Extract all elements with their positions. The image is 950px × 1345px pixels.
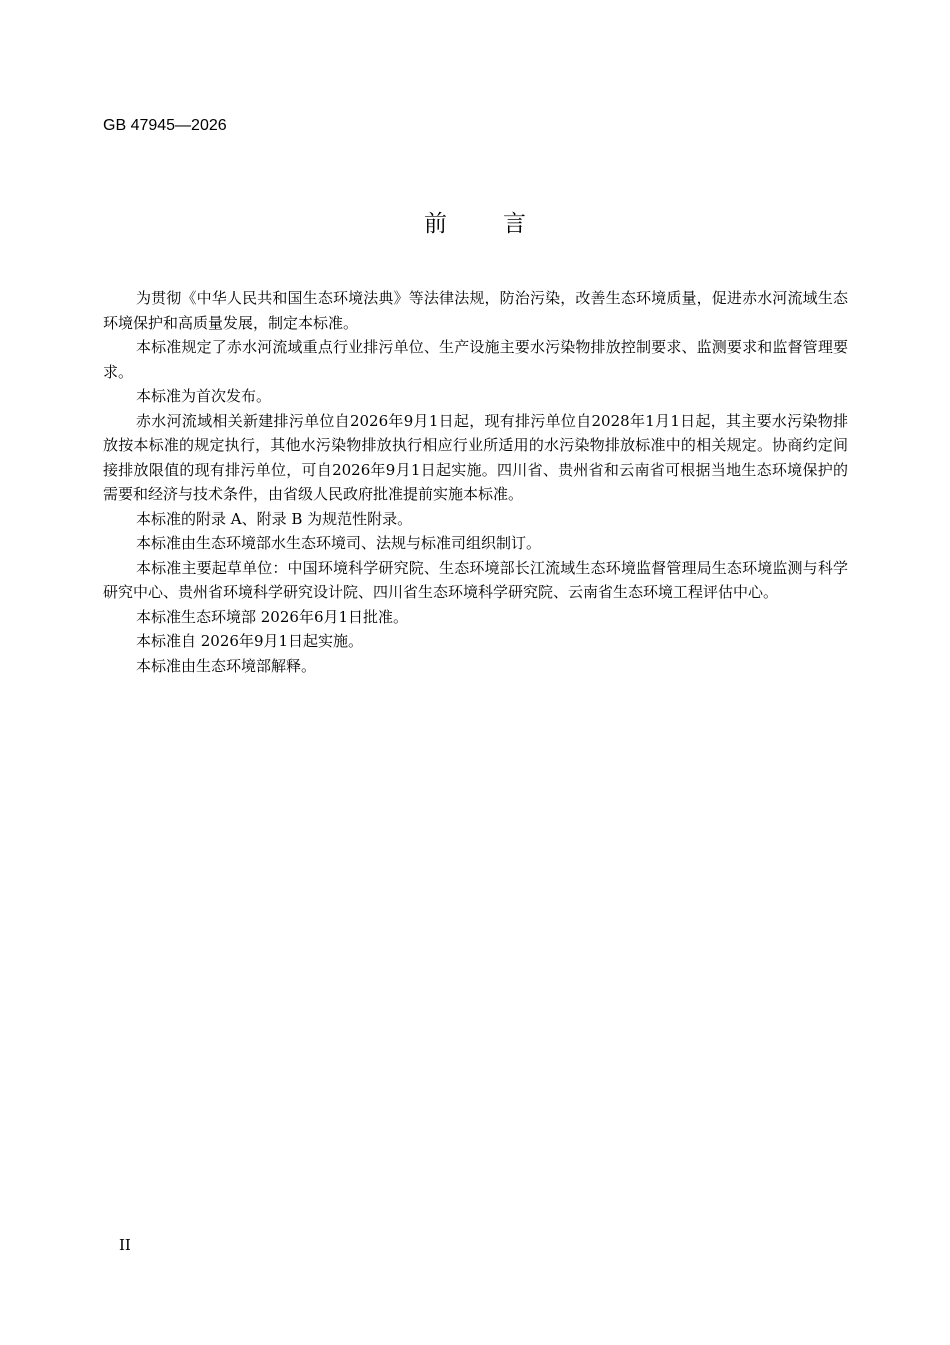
paragraph-implementation: 赤水河流域相关新建排污单位自2026年9月1日起，现有排污单位自2028年1月1日起，其主要水污染物排放按本标准的规定执行，其他水污染物排放执行相应行业所适用的水污染物排放标准中的相关规定。协商约定间接排放限值的现有排污单位，可自2026年9月1日起实施。四川省、贵州省和云南省可根据当地生态环境保护的需要和经济与技术条件，由省级人民政府批准提前实施本标准。 bbox=[103, 411, 848, 503]
paragraph-approval: 本标准生态环境部 2026年6月1日批准。 bbox=[136, 607, 409, 626]
paragraph-effective-date: 本标准自 2026年9月1日起实施。 bbox=[136, 632, 364, 650]
paragraph-organizer: 本标准由生态环境部水生态环境司、法规与标准司组织制订。 bbox=[136, 534, 542, 552]
page-number: II bbox=[119, 1236, 131, 1254]
standard-code: GB 47945—2026 bbox=[103, 117, 227, 134]
paragraph-scope: 本标准规定了赤水河流域重点行业排污单位、生产设施主要水污染物排放控制要求、监测要求和监督管理要求。 bbox=[103, 338, 848, 381]
paragraph-purpose: 为贯彻《中华人民共和国生态环境法典》等法律法规，防治污染，改善生态环境质量，促进赤水河流域生态环境保护和高质量发展，制定本标准。 bbox=[103, 289, 848, 332]
paragraph-first-release: 本标准为首次发布。 bbox=[136, 387, 272, 405]
paragraph-interpretation: 本标准由生态环境部解释。 bbox=[136, 656, 317, 675]
foreword-body bbox=[103, 286, 848, 678]
paragraph-appendix: 本标准的附录 A、附录 B 为规范性附录。 bbox=[136, 509, 413, 528]
page-title: 前言 bbox=[424, 211, 582, 237]
paragraph-drafters: 本标准主要起草单位：中国环境科学研究院、生态环境部长江流域生态环境监督管理局生态环境监测与科学研究中心、贵州省环境科学研究设计院、四川省生态环境科学研究院、云南省生态环境工程评估中心。 bbox=[103, 558, 848, 601]
